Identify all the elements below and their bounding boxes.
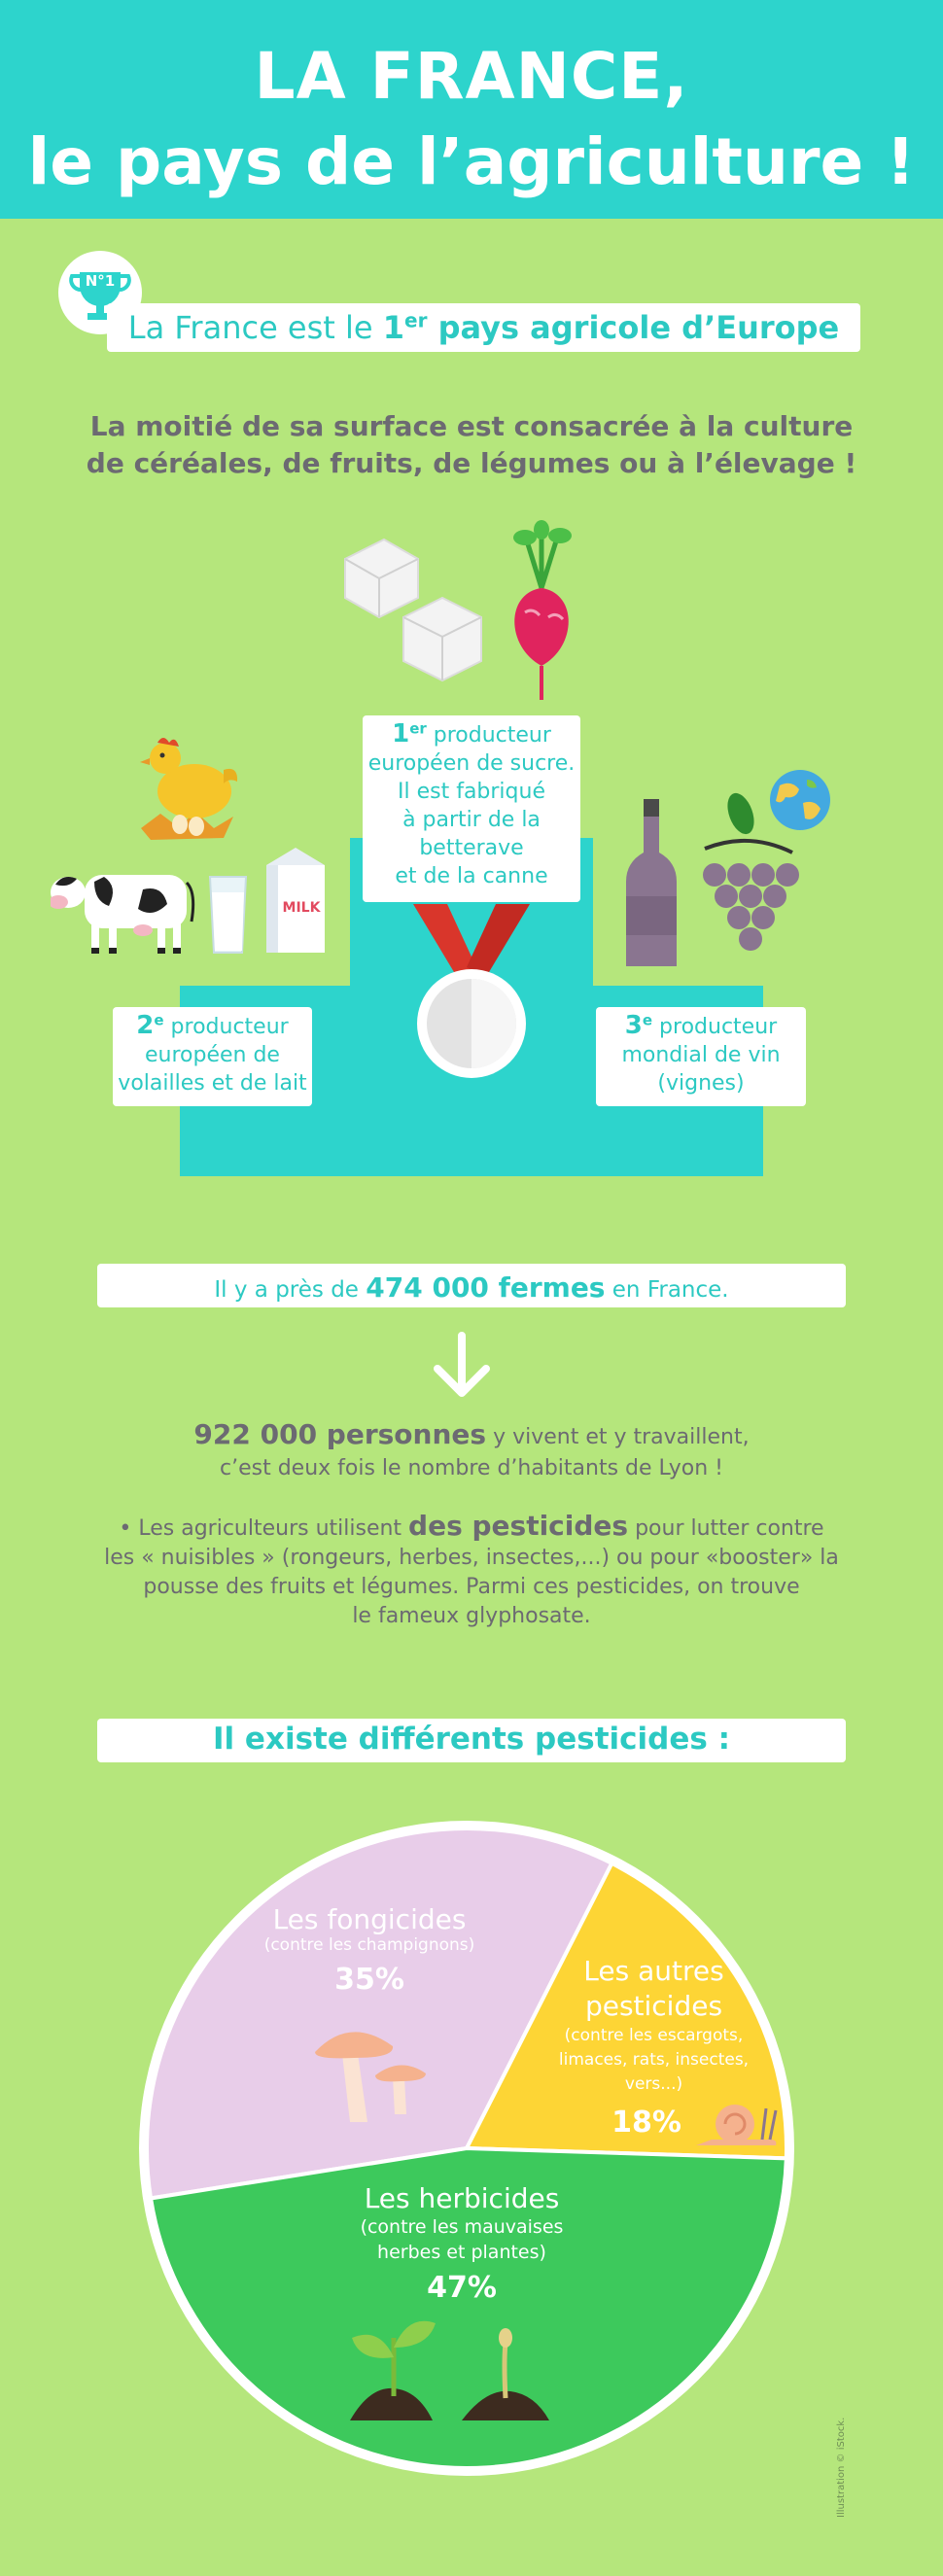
poultry-line3: volailles et de lait xyxy=(118,1071,307,1096)
herbicides-value: 47% xyxy=(427,2271,497,2305)
sugar-line3: Il est fabriqué xyxy=(397,780,545,804)
cow-icon xyxy=(51,855,196,957)
farms-prefix: Il y a près de xyxy=(214,1277,367,1303)
wine-rank-sup: e xyxy=(642,1011,653,1029)
arrow-down-icon xyxy=(428,1332,496,1400)
wine-line1 xyxy=(596,1007,806,1041)
pesticides-paragraph xyxy=(58,1512,885,1631)
surface-text xyxy=(58,408,885,482)
sugar-rank: 1 xyxy=(392,719,410,748)
sugar-line2: européen de sucre. xyxy=(367,751,576,776)
wine-producer-box xyxy=(596,1007,806,1106)
people-rest: y vivent et y travaillent, xyxy=(486,1425,750,1449)
pesticides-prefix: • Les agriculteurs utilisent xyxy=(119,1516,409,1541)
surface-text-line1: La moitié de sa surface est consacrée à la culture xyxy=(89,410,854,442)
wine-rank: 3 xyxy=(624,1011,643,1040)
wine-bottle-icon xyxy=(622,799,681,969)
first-country-text xyxy=(107,309,860,346)
poultry-line1-rest: producteur xyxy=(163,1015,289,1039)
header-banner xyxy=(0,0,943,219)
farms-text xyxy=(97,1271,846,1304)
wine-line2: mondial de vin xyxy=(621,1043,781,1067)
sugar-producer-box xyxy=(363,715,580,902)
pesticides-line4: le fameux glyphosate. xyxy=(352,1604,591,1628)
image-credit: Illustration © iStock. xyxy=(836,2417,847,2518)
poultry-rank-sup: e xyxy=(154,1011,164,1029)
sugar-line6: et de la canne xyxy=(395,864,548,888)
first-country-suffix: pays agricole d’Europe xyxy=(427,309,840,346)
snail-icon xyxy=(692,2095,780,2153)
milk-label: MILK xyxy=(282,900,321,916)
farms-count: 474 000 fermes xyxy=(366,1271,606,1304)
fongicides-detail: (contre les champignons) xyxy=(263,1935,475,1955)
sugar-line5: betterave xyxy=(419,836,524,860)
fongicides-label-group xyxy=(238,1903,501,1997)
people-count: 922 000 personnes xyxy=(193,1418,487,1450)
pesticides-suffix: pour lutter contre xyxy=(628,1516,824,1541)
farms-suffix: en France. xyxy=(605,1277,729,1303)
sugar-line4: à partir de la xyxy=(402,808,541,832)
types-title: Il existe différents pesticides : xyxy=(212,1722,731,1757)
badge-label: N°1 xyxy=(85,272,116,290)
herbicides-label: Les herbicides xyxy=(364,2182,560,2214)
pesticides-line3: pousse des fruits et légumes. Parmi ces pesticides, on trouve xyxy=(143,1575,800,1599)
pesticides-line2: les « nuisibles » (rongeurs, herbes, insectes,...) ou pour «booster» la xyxy=(104,1546,839,1570)
autres-label-group xyxy=(540,1954,768,2097)
mushrooms-icon xyxy=(311,2017,437,2129)
poultry-line2: européen de xyxy=(145,1043,280,1067)
sugar-line1 xyxy=(363,715,580,749)
autres-label-line1: Les autres xyxy=(583,1955,724,1987)
poultry-rank: 2 xyxy=(136,1011,155,1040)
autres-value: 18% xyxy=(611,2106,681,2140)
pesticides-line1 xyxy=(58,1512,885,1544)
page-title-line1: LA FRANCE, xyxy=(254,39,689,114)
autres-detail-line1: (contre les escargots, xyxy=(564,2026,744,2045)
sprouts-icon xyxy=(340,2309,574,2425)
milk-glass-icon xyxy=(206,873,250,956)
autres-detail-line2: limaces, rats, insectes, xyxy=(558,2050,750,2070)
herbicides-label-group xyxy=(316,2182,608,2305)
autres-label-line2: pesticides xyxy=(584,1990,723,2022)
fongicides-value: 35% xyxy=(334,1963,404,1997)
herbicides-detail-line2: herbes et plantes) xyxy=(377,2242,546,2263)
surface-text-line2: de céréales, de fruits, de légumes ou à l’élevage ! xyxy=(86,447,857,479)
sugar-line1-rest: producteur xyxy=(426,723,551,748)
globe-icon xyxy=(768,768,832,832)
page-title-line2: le pays de l’agriculture ! xyxy=(27,124,916,199)
sugar-rank-sup: er xyxy=(409,719,427,738)
poultry-line1 xyxy=(113,1007,312,1041)
first-country-rank-sup: er xyxy=(404,308,428,332)
sugar-cubes-icon xyxy=(335,525,501,700)
people-line1 xyxy=(58,1419,885,1453)
chicken-icon xyxy=(136,731,243,848)
people-line2: c’est deux fois le nombre d’habitants de Lyon ! xyxy=(219,1456,724,1480)
pesticides-bold: des pesticides xyxy=(408,1510,629,1542)
medal-icon xyxy=(403,899,540,1084)
first-country-rank: 1 xyxy=(382,309,405,346)
autres-detail-line3: vers...) xyxy=(624,2074,683,2094)
beetroot-icon xyxy=(496,520,588,705)
wine-line1-rest: producteur xyxy=(652,1015,778,1039)
wine-line3: (vignes) xyxy=(657,1071,745,1096)
people-text xyxy=(58,1419,885,1484)
first-country-prefix: La France est le xyxy=(127,309,383,346)
milk-carton xyxy=(261,844,331,956)
fongicides-label: Les fongicides xyxy=(272,1903,467,1935)
herbicides-detail-line1: (contre les mauvaises xyxy=(360,2216,564,2238)
poultry-producer-box xyxy=(113,1007,312,1106)
